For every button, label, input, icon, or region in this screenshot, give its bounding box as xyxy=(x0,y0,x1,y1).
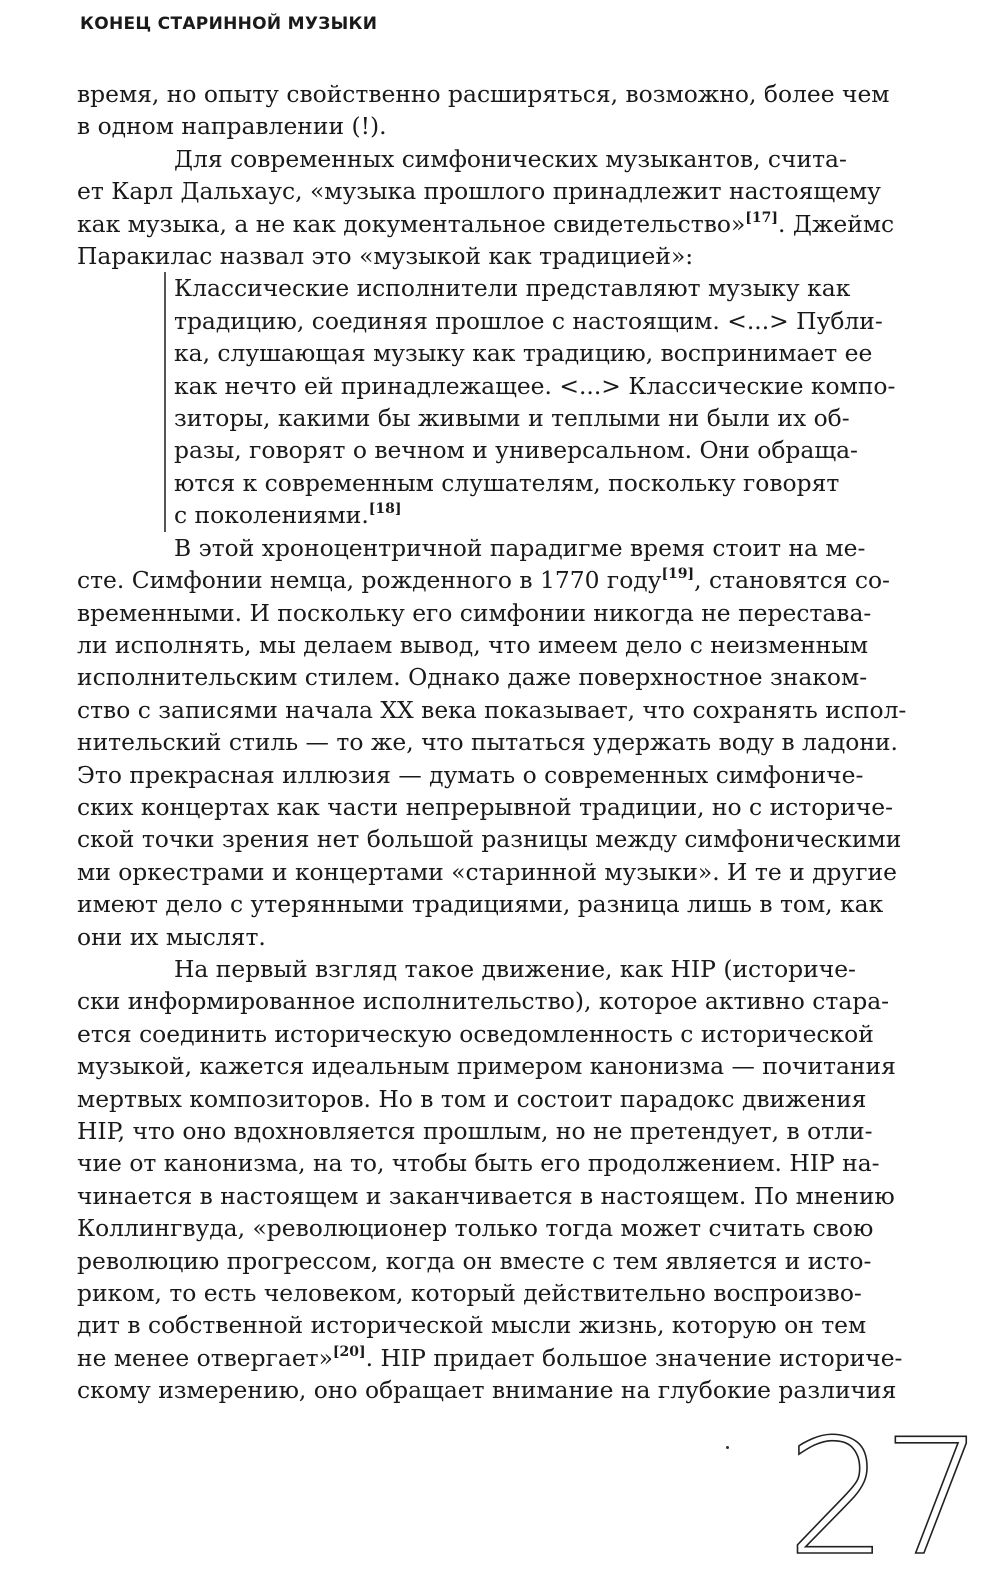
text-line xyxy=(174,337,893,369)
line-text: мертвых композиторов. Но в том и состоит парадокс движения xyxy=(77,1084,867,1113)
footnote-ref: [18] xyxy=(368,501,402,518)
text-line xyxy=(77,532,893,564)
text-line xyxy=(77,726,898,758)
line-text: ской точки зрения нет большой разницы между симфоническими xyxy=(77,825,902,854)
line-text: сте. Симфонии немца, рожденного в 1770 году xyxy=(77,566,662,595)
line-text: не менее отвергает» xyxy=(77,1343,333,1372)
text-line xyxy=(174,305,893,337)
text-line xyxy=(77,888,893,920)
text-line xyxy=(174,402,893,434)
line-text: в одном направлении (!). xyxy=(77,112,387,141)
line-text: HIP, что оно вдохновляется прошлым, но не претендует, в отли- xyxy=(77,1117,873,1145)
line-text-after: . Джеймс xyxy=(778,209,895,238)
text-line xyxy=(77,110,893,142)
paragraph-block-1 xyxy=(77,78,893,272)
text-line xyxy=(77,597,893,629)
text-line xyxy=(77,208,893,240)
line-text: имеют дело с утерянными традициями, разница лишь в том, как xyxy=(77,890,884,919)
text-line xyxy=(77,1277,893,1309)
line-text: чинается в настоящем и заканчивается в настоящем. По мнению xyxy=(77,1181,895,1210)
line-text: ли исполнять, мы делаем вывод, что имеем дело с неизменным xyxy=(77,630,869,659)
line-text-after: , становятся со- xyxy=(694,566,890,595)
line-text: риком, то есть человеком, который действительно воспроизво- xyxy=(77,1279,862,1308)
line-text: зиторы, какими бы живыми и теплыми ни были их об- xyxy=(174,404,850,433)
text-line xyxy=(77,823,902,855)
text-line xyxy=(77,985,893,1017)
text-line xyxy=(77,1050,896,1082)
text-line xyxy=(77,1212,893,1244)
text-line xyxy=(77,143,893,175)
line-text: исполнительским стилем. Однако даже поверхностное знаком- xyxy=(77,663,868,692)
text-line xyxy=(77,1147,893,1179)
text-line xyxy=(77,1083,893,1115)
line-text: ски информированное исполнительство), которое активно стара- xyxy=(77,987,890,1016)
line-text: время, но опыту свойственно расширяться, возможно, более чем xyxy=(77,80,890,108)
line-text: они их мыслят. xyxy=(77,922,266,951)
text-line xyxy=(77,1342,903,1374)
line-text: как музыка, а не как документальное свидетельство» xyxy=(77,209,746,238)
line-text: Классические исполнители представляют музыку как xyxy=(174,274,851,303)
body-text xyxy=(77,78,907,1407)
line-text: Коллингвуда, «революционер только тогда может считать свою xyxy=(77,1214,874,1243)
text-line xyxy=(77,856,897,888)
line-text: музыкой, кажется идеальным примером канонизма — почитания xyxy=(77,1052,896,1081)
footnote-ref: [20] xyxy=(332,1343,366,1360)
line-text: как нечто ей принадлежащее. <...> Классические компо- xyxy=(174,371,896,400)
page-number: 27 xyxy=(786,1404,978,1591)
line-text: Для современных симфонических музыкантов, счита- xyxy=(174,144,847,173)
line-text: Паракилас назвал это «музыкой как традицией»: xyxy=(77,242,694,271)
line-text: нительский стиль — то же, что пытаться удержать воду в ладони. xyxy=(77,728,898,757)
line-text: Это прекрасная иллюзия — думать о современных симфониче- xyxy=(77,760,864,789)
line-text: ство с записями начала XX века показывает, что сохранять испол- xyxy=(77,695,907,724)
text-line xyxy=(77,1374,897,1406)
running-header: КОНЕЦ СТАРИННОЙ МУЗЫКИ xyxy=(80,14,378,34)
line-text: скому измерению, оно обращает внимание на глубокие различия xyxy=(77,1376,897,1405)
line-text: В этой хроноцентричной парадигме время стоит на ме- xyxy=(174,533,866,562)
line-text: дит в собственной исторической мысли жизнь, которую он тем xyxy=(77,1311,867,1340)
text-line xyxy=(174,434,893,466)
line-text: На первый взгляд такое движение, как HIP (историче- xyxy=(174,954,856,983)
line-text: временными. И поскольку его симфонии никогда не перестава- xyxy=(77,598,872,627)
text-line xyxy=(77,661,893,693)
text-line xyxy=(77,694,907,726)
text-line xyxy=(77,564,893,596)
line-text: ми оркестрами и концертами «старинной музыки». И те и другие xyxy=(77,857,897,886)
footnote-ref: [17] xyxy=(745,209,778,226)
text-line xyxy=(77,1115,893,1147)
text-line xyxy=(77,953,893,985)
text-line xyxy=(174,370,896,402)
text-line xyxy=(77,759,893,791)
line-text: ются к современным слушателям, поскольку говорят xyxy=(174,468,840,497)
block-quote xyxy=(164,272,896,531)
text-line xyxy=(77,1180,893,1212)
line-text: с поколениями. xyxy=(174,501,369,530)
text-line xyxy=(77,240,893,272)
text-line xyxy=(77,1309,893,1341)
text-line xyxy=(77,791,893,823)
text-line xyxy=(174,467,893,499)
ink-speck xyxy=(726,1446,729,1449)
line-text: разы, говорят о вечном и универсальном. Они обраща- xyxy=(174,436,858,465)
line-text: революцию прогрессом, когда он вместе с тем является и исто- xyxy=(77,1246,872,1275)
text-line xyxy=(77,1018,893,1050)
text-line xyxy=(77,175,893,207)
line-text: традицию, соединяя прошлое с настоящим. <...> Публи- xyxy=(174,306,883,335)
paragraph-block-2 xyxy=(77,532,907,1407)
text-line xyxy=(77,78,893,110)
line-text: ка, слушающая музыку как традицию, воспринимает ее xyxy=(174,339,873,368)
text-line xyxy=(77,921,893,953)
text-line xyxy=(77,1245,893,1277)
line-text: ет Карл Дальхаус, «музыка прошлого принадлежит настоящему xyxy=(77,177,881,206)
line-text: ется соединить историческую осведомленность с исторической xyxy=(77,1019,874,1048)
text-line xyxy=(174,272,893,304)
line-text: ских концертах как части непрерывной традиции, но с историче- xyxy=(77,792,894,821)
line-text-after: . HIP придает большое значение историче- xyxy=(365,1343,903,1372)
footnote-ref: [19] xyxy=(661,566,695,583)
text-line xyxy=(77,629,893,661)
text-line xyxy=(174,499,893,531)
line-text: чие от канонизма, на то, чтобы быть его продолжением. HIP на- xyxy=(77,1149,880,1178)
